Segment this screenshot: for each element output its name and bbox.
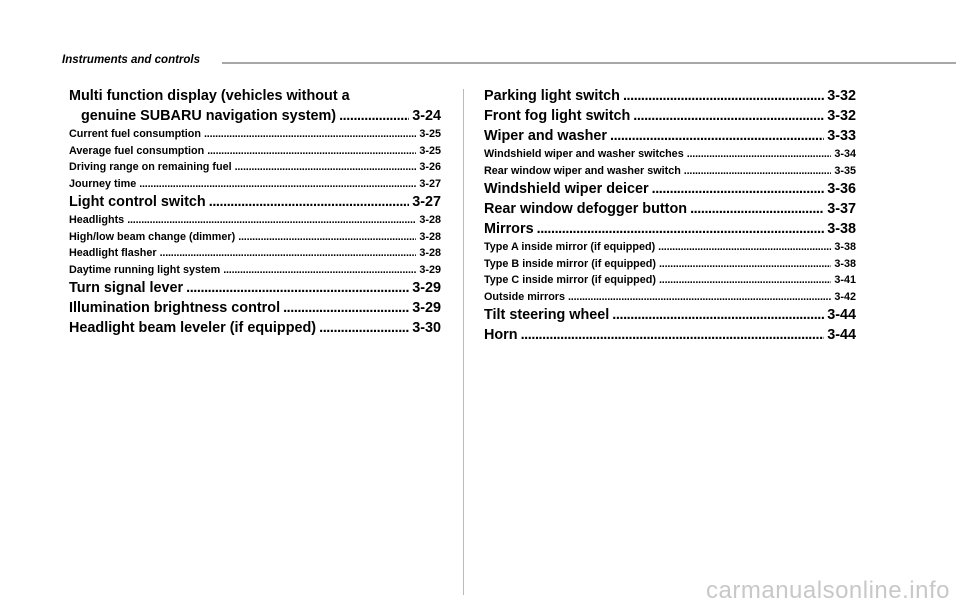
toc-entry-title: Headlight flasher [69,247,157,259]
toc-entry-page: 3-28 [419,230,441,243]
toc-entry[interactable] [69,126,441,143]
toc-entry-title: Illumination brightness control [69,300,281,316]
toc-entry-title: Type B inside mirror (if equipped) [484,257,656,270]
toc-entry-page: 3-30 [412,320,441,336]
toc-entry-title: Type C inside mirror (if equipped) [484,274,656,286]
dot-leader [207,143,416,160]
toc-entry[interactable] [69,298,441,318]
toc-entry[interactable] [69,159,441,176]
toc-left-entries [69,126,441,338]
toc-entry-page: 3-29 [412,300,441,316]
dot-leader [209,192,409,212]
toc-entry-page: 3-27 [419,177,441,190]
toc-entry-title: Outside mirrors [484,290,565,303]
toc-entry[interactable] [69,229,441,246]
toc-entry-page: 3-25 [419,144,441,157]
toc-entry-title: Daytime running light system [69,263,221,276]
dot-leader [687,146,832,163]
toc-entry-page: 3-42 [834,290,856,303]
toc-left-column [69,86,441,338]
toc-right-column [484,86,856,345]
toc-entry[interactable] [484,219,856,239]
toc-entry[interactable] [69,318,441,338]
toc-entry[interactable] [484,86,856,106]
toc-entry-title: Wiper and washer [484,128,608,144]
watermark: carmanualsonline.info [706,577,950,604]
toc-entry-title: Journey time [69,177,137,190]
toc-entry-page: 3-28 [419,214,441,226]
toc-entry[interactable] [484,272,856,289]
toc-entry[interactable] [484,106,856,126]
toc-entry-title: Light control switch [69,194,206,210]
toc-entry-page: 3-29 [419,263,441,276]
toc-right-entries [484,86,856,345]
dot-leader [633,106,824,126]
toc-entry-title: Type A inside mirror (if equipped) [484,241,656,253]
dot-leader [339,106,409,126]
toc-entry-page: 3-26 [419,161,441,173]
toc-entry-title: Current fuel consumption [69,128,201,140]
dot-leader [127,212,416,229]
toc-entry[interactable] [484,239,856,256]
toc-entry-title: Average fuel consumption [69,144,205,157]
toc-entry-page: 3-38 [827,221,856,237]
toc-entry-title: genuine SUBARU navigation system) [81,108,337,124]
toc-entry-page: 3-44 [827,327,856,343]
dot-leader [204,126,416,143]
dot-leader [160,245,417,262]
toc-entry[interactable] [484,289,856,306]
toc-entry-title: High/low beam change (dimmer) [69,230,236,243]
toc-entry-title: Parking light switch [484,88,620,104]
toc-entry-title: Headlight beam leveler (if equipped) [69,320,317,336]
toc-entry-title: Driving range on remaining fuel [69,161,232,173]
dot-leader [659,272,831,289]
toc-entry-title: Windshield wiper and washer switches [484,148,684,160]
toc-entry-page: 3-44 [827,307,856,323]
toc-entry-page: 3-34 [834,148,856,160]
dot-leader [659,256,831,273]
toc-entry-title: Turn signal lever [69,280,184,296]
dot-leader [139,176,416,193]
toc-entry-title: Headlights [69,214,125,226]
dot-leader [610,126,824,146]
toc-entry[interactable] [69,212,441,229]
toc-entry[interactable] [484,179,856,199]
toc-entry-page: 3-32 [827,108,856,124]
toc-entry-page: 3-28 [419,247,441,259]
toc-entry-title: Tilt steering wheel [484,307,610,323]
header-rule [222,62,956,64]
toc-entry-page: 3-29 [412,280,441,296]
dot-leader [568,289,831,306]
toc-entry-page: 3-25 [419,128,441,140]
toc-entry-title: Rear window wiper and washer switch [484,164,681,177]
dot-leader [319,318,409,338]
toc-entry-page: 3-36 [827,181,856,197]
dot-leader [186,278,409,298]
toc-entry-title: Windshield wiper deicer [484,181,649,197]
dot-leader [652,179,825,199]
toc-entry-page: 3-41 [834,274,856,286]
toc-entry-page: 3-24 [412,108,441,124]
toc-entry-page: 3-37 [827,201,856,217]
toc-entry[interactable] [484,305,856,325]
toc-entry[interactable] [69,143,441,160]
column-divider [463,89,464,595]
dot-leader [612,305,824,325]
section-header: Instruments and controls [62,54,201,66]
toc-entry[interactable] [484,256,856,273]
toc-entry[interactable] [484,163,856,180]
dot-leader [223,262,416,279]
toc-entry[interactable] [484,325,856,345]
dot-leader [658,239,831,256]
toc-entry-title: Rear window defogger button [484,201,688,217]
toc-entry[interactable] [69,278,441,298]
toc-entry-multi-function-display[interactable] [69,106,441,126]
toc-entry[interactable] [484,126,856,146]
toc-entry-page: 3-32 [827,88,856,104]
dot-leader [283,298,409,318]
dot-leader [684,163,832,180]
toc-entry-title: Horn [484,327,518,343]
dot-leader [690,199,824,219]
toc-entry[interactable] [69,262,441,279]
toc-entry[interactable] [484,146,856,163]
toc-entry-multi-function-display-line1[interactable]: Multi function display (vehicles without a [69,88,350,104]
dot-leader [235,159,417,176]
dot-leader [537,219,825,239]
toc-entry-page: 3-38 [834,257,856,270]
toc-entry[interactable] [69,176,441,193]
toc-entry[interactable] [69,245,441,262]
toc-entry-title: Mirrors [484,221,534,237]
dot-leader [623,86,824,106]
toc-entry-page: 3-33 [827,128,856,144]
toc-entry-page: 3-27 [412,194,441,210]
toc-entry-title: Front fog light switch [484,108,631,124]
toc-entry[interactable] [484,199,856,219]
toc-entry-page: 3-38 [834,241,856,253]
dot-leader [521,325,825,345]
dot-leader [238,229,416,246]
toc-entry[interactable] [69,192,441,212]
toc-entry-page: 3-35 [834,164,856,177]
